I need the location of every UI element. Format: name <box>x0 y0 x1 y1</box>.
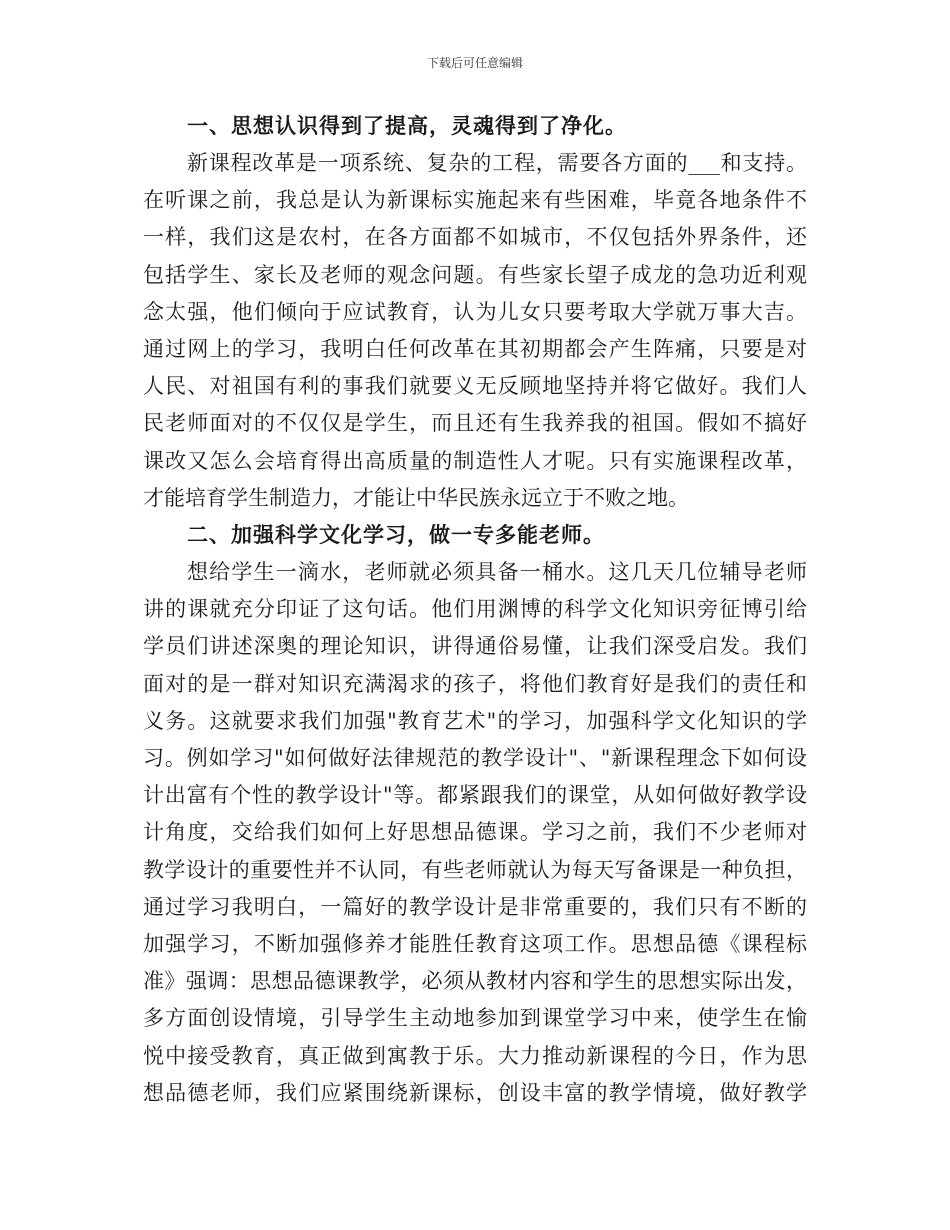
page-header: 下载后可任意编辑 <box>426 56 523 70</box>
paragraph-line: 一样，我们这是农村，在各方面都不如城市，不仅包括外界条件，还 <box>143 225 807 250</box>
section-2-paragraph <box>143 554 807 1112</box>
paragraph-line: 多方面创设情境，引导学生主动地参加到课堂学习中来，使学生在愉 <box>143 1006 807 1031</box>
paragraph-line: 念太强，他们倾向于应试教育，认为儿女只要考取大学就万事大吉。 <box>143 299 807 324</box>
paragraph-line: 才能培育学生制造力，才能让中华民族永远立于不败之地。 <box>143 485 689 510</box>
section-heading-2: 二、加强科学文化学习，做一专多能老师。 <box>187 523 605 548</box>
paragraph-line: 加强学习，不断加强修养才能胜任教育这项工作。思想品德《课程标 <box>143 932 807 957</box>
paragraph-line: 计出富有个性的教学设计"等。都紧跟我们的课堂，从如何做好教学设 <box>143 783 807 808</box>
paragraph-line: 讲的课就充分印证了这句话。他们用渊博的科学文化知识旁征博引给 <box>143 597 807 622</box>
paragraph-line: 人民、对祖国有利的事我们就要义无反顾地坚持并将它做好。我们人 <box>143 374 807 399</box>
paragraph-line: 课改又怎么会培育得出高质量的制造性人才呢。只有实施课程改革， <box>143 448 807 473</box>
paragraph-line: 通过学习我明白，一篇好的教学设计是非常重要的，我们只有不断的 <box>143 894 807 919</box>
paragraph-line: 面对的是一群对知识充满渴求的孩子，将他们教育好是我们的责任和 <box>143 671 807 696</box>
paragraph-line: 习。例如学习"如何做好法律规范的教学设计"、"新课程理念下如何设 <box>143 746 807 771</box>
paragraph-line: 民老师面对的不仅仅是学生，而且还有生我养我的祖国。假如不搞好 <box>143 411 807 436</box>
paragraph-line: 学员们讲述深奥的理论知识，讲得通俗易懂，让我们深受启发。我们 <box>143 634 807 659</box>
paragraph-line: 想品德老师，我们应紧围绕新课标，创设丰富的教学情境，做好教学 <box>143 1080 807 1105</box>
paragraph-line: 想给学生一滴水，老师就必须具备一桶水。这几天几位辅导老师 <box>187 560 807 585</box>
paragraph-line: 计角度，交给我们如何上好思想品德课。学习之前，我们不少老师对 <box>143 820 807 845</box>
paragraph-line: 教学设计的重要性并不认同，有些老师就认为每天写备课是一种负担， <box>143 857 807 882</box>
paragraph-line: 新课程改革是一项系统、复杂的工程，需要各方面的___和支持。 <box>187 151 807 175</box>
paragraph-line: 通过网上的学习，我明白任何改革在其初期都会产生阵痛，只要是对 <box>143 337 807 362</box>
section-1-paragraph <box>143 145 807 517</box>
paragraph-line: 准》强调：思想品德课教学，必须从教材内容和学生的思想实际出发， <box>143 969 807 994</box>
paragraph-line: 义务。这就要求我们加强"教育艺术"的学习，加强科学文化知识的学 <box>143 708 807 733</box>
paragraph-line: 在听课之前，我总是认为新课标实施起来有些困难，毕竟各地条件不 <box>143 188 807 213</box>
section-heading-1: 一、思想认识得到了提高，灵魂得到了净化。 <box>187 114 627 138</box>
paragraph-line: 包括学生、家长及老师的观念问题。有些家长望子成龙的急功近利观 <box>143 262 807 287</box>
paragraph-line: 悦中接受教育，真正做到寓教于乐。大力推动新课程的今日，作为思 <box>143 1043 807 1068</box>
document-body <box>143 108 807 1112</box>
